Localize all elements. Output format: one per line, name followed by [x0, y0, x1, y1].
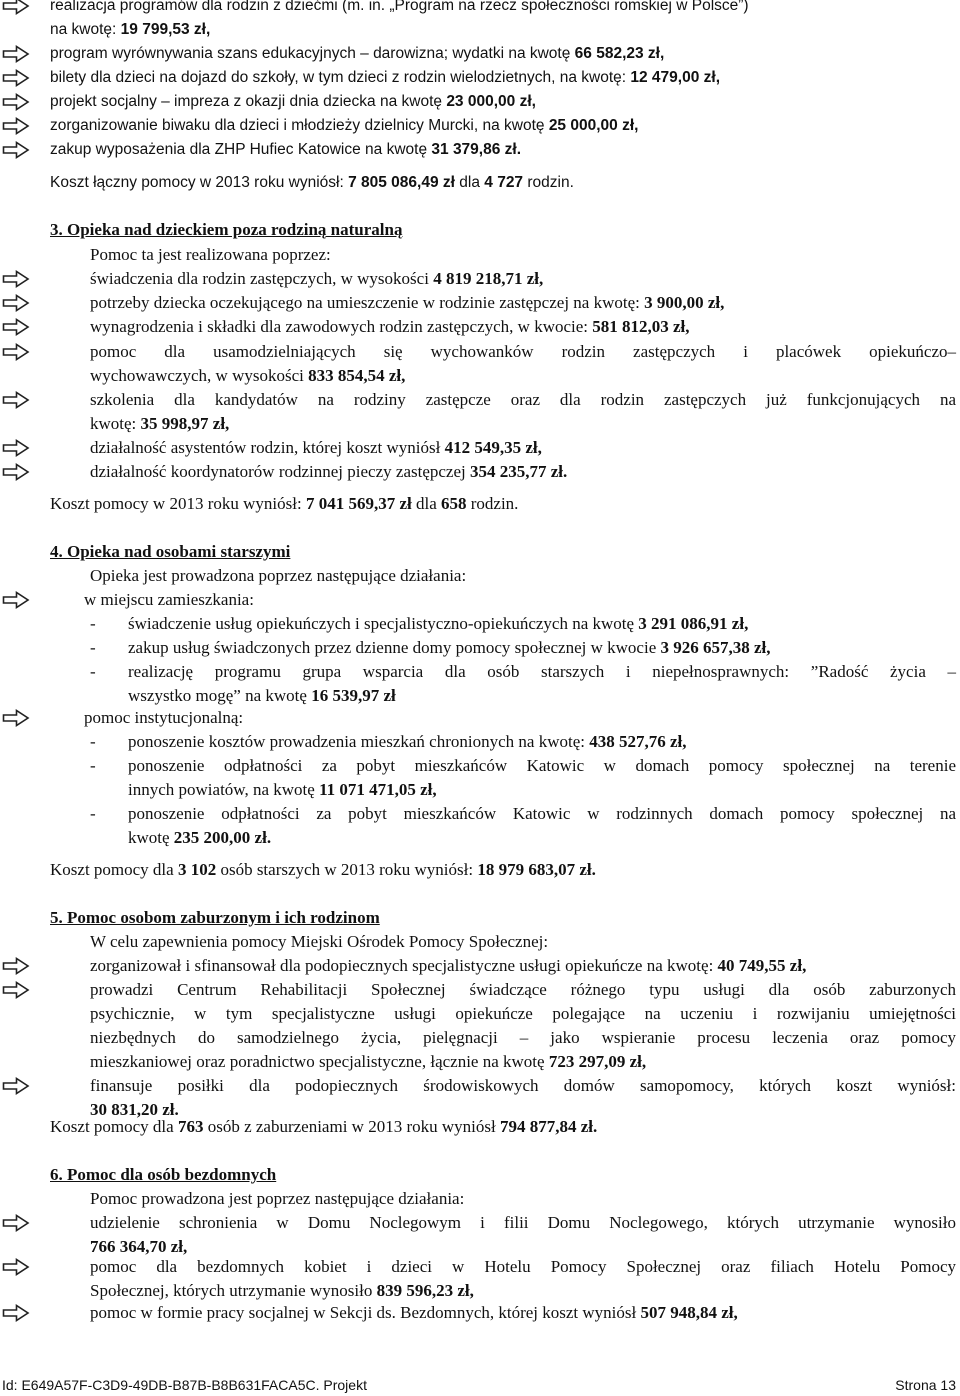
arrow-icon	[1, 588, 33, 612]
arrow-icon	[1, 954, 33, 978]
section-heading: 6. Pomoc dla osób bezdomnych	[50, 1165, 277, 1184]
arrow-icon	[1, 436, 33, 460]
list-item: prowadzi Centrum Rehabilitacji Społecznej świadczące różnego typu usługi dla osób zaburzonych psychicznie, w tym specjalistyczne usługi opiekuńcze polegające na uczeniu i rozwijaniu umiejętności niezbędnych do samodzielnego życia, pielęgnacji – jako wspieranie procesu leczenia oraz pomocy mieszkaniowej oraz poradnictwo specjalistyczne, łącznie na kwotę 723 297,09 zł,	[0, 978, 960, 1074]
arrow-icon	[1, 315, 33, 339]
arrow-icon	[1, 291, 33, 315]
arrow-icon	[1, 340, 33, 364]
section-heading: 3. Opieka nad dzieckiem poza rodziną naturalną	[50, 220, 403, 239]
section-heading: 5. Pomoc osobom zaburzonym i ich rodzinom	[50, 908, 380, 927]
arrow-icon	[1, 1301, 33, 1325]
arrow-icon	[1, 66, 33, 90]
section-intro: Pomoc prowadzona jest poprzez następujące działania:	[90, 1189, 465, 1208]
list-item: szkolenia dla kandydatów na rodziny zastępcze oraz dla rodzin zastępczych już funkcjonujących na kwotę: 35 998,97 zł,	[0, 388, 960, 436]
arrow-icon	[1, 1211, 33, 1235]
list-item: pomoc dla usamodzielniających się wychowanków rodzin zastępczych i placówek opiekuńczo– wychowawczych, w wysokości 833 854,54 zł,	[0, 340, 960, 388]
list-item: - realizację programu grupa wsparcia dla osób starszych i niepełnosprawnych: ”Radość życia – wszystko mogę” na kwotę 16 539,97 zł	[90, 662, 956, 705]
arrow-icon	[1, 706, 33, 730]
arrow-icon	[1, 388, 33, 412]
arrow-icon	[1, 138, 33, 162]
section-heading: 4. Opieka nad osobami starszymi	[50, 542, 291, 561]
list-item: realizacja programów dla rodzin z dziećmi (m. in. „Program na rzecz społeczności romskiej w Polsce”) na kwotę: 19 799,53 zł,	[0, 0, 960, 42]
list-item: - ponoszenie odpłatności za pobyt mieszkańców Katowic w domach pomocy społecznej na terenie innych powiatów, na kwotę 11 071 471,05 zł,	[90, 756, 956, 799]
section-intro: W celu zapewnienia pomocy Miejski Ośrodek Pomocy Społecznej:	[90, 932, 549, 951]
list-item: pomoc dla bezdomnych kobiet i dzieci w Hotelu Pomocy Społecznej oraz filiach Hotelu Pomocy Społecznej, których utrzymanie wynosiło 839 596,23 zł,	[0, 1255, 960, 1303]
page-number: Strona 13	[895, 1377, 956, 1393]
arrow-icon	[1, 42, 33, 66]
document-page: realizacja programów dla rodzin z dziećmi (m. in. „Program na rzecz społeczności romskiej w Polsce”) na kwotę: 19 799,53 zł, program wyrównywania szans edukacyjnych – darowizna; wydatki na kwotę 66 582,23 zł, bilety dla dzieci na dojazd do szkoły, w tym dzieci z rodzin wielodzietnych, na kwotę: 12 479,00 zł, projekt socjalny – impreza z okazji dnia dziecka na kwotę 23 000,00 zł, zorganizowanie biwaku dla dzieci i młodzieży dzielnicy Murcki, na kwotę 25 000,00 zł, zakup wyposażenia dla ZHP Hufiec Katowice na kwotę 31 379,86 zł. Koszt łączny pomocy w 2013 roku wyniósł: 7 805 086,49 zł dla 4 727 rodzin. 3. Opieka nad dzieckiem poza rodziną naturalną Pomoc ta jest realizowana poprzez: świadczenia dla rodzin zastępczych, w wysokości 4 819 218,71 zł, potrzeby dziecka oczekującego na umieszczenie w rodzinie zastępczej na kwotę: 3 900,00 zł, wynagrodzenia i składki dla zawodowych rodzin zastępczych, w kwocie: 581 812,03 zł, pomoc dla usamodzielniających się wychowanków rodzin zastępczych i placówek opiekuńczo– wychowawczych, w wysokości 833 854,54 zł, szkolenia dla kandydatów na rodziny zastępcze oraz dla rodzin zastępczych już funkcjonujących na kwotę: 35 998,97 zł, działalność asystentów rodzin, której koszt wyniósł 412 549,35 zł, działalność koordynatorów rodzinnej pieczy zastępczej 354 235,77 zł. Koszt pomocy w 2013 roku wyniósł: 7 041 569,37 zł dla 658 rodzin. 4. Opieka nad osobami starszymi Opieka jest prowadzona poprzez następujące działania: w miejscu zamieszkania: - świadczenie usług opiekuńczych i specjalistyczno-opiekuńczych na kwotę 3 291 086,91 zł, - zakup usług świadczonych przez dzienne domy pomocy społecznej w kwocie 3 926 657,38 zł, - realizację programu grupa wsparcia dla osób starszych i niepełnosprawnych: ”Radość życia – wszystko mogę” na kwotę 16 539,97 zł pomoc instytucjonalną: - ponoszenie kosztów prowadzenia mieszkań chronionych na kwotę: 438 527,76 zł, - ponoszenie odpłatności za pobyt mieszkańców Katowic w domach pomocy społecznej na terenie innych powiatów, na kwotę 11 071 471,05 zł, - ponoszenie odpłatności za pobyt mieszkańców Katowic w rodzinnych domach pomocy społecznej na kwotę 235 200,00 zł. Koszt pomocy dla 3 102 osób starszych w 2013 roku wyniósł: 18 979 683,07 zł. 5. Pomoc osobom zaburzonym i ich rodzinom W celu zapewnienia pomocy Miejski Ośrodek Pomocy Społecznej: zorganizował i sfinansował dla podopiecznych specjalistyczne usługi opiekuńcze na kwotę: 40 749,55 zł, prowadzi Centrum Rehabilitacji Społecznej świadczące różnego typu usługi dla osób zaburzonych psychicznie, w tym specjalistyczne usługi opiekuńcze polegające na uczeniu i rozwijaniu umiejętności niezbędnych do samodzielnego życia, pielęgnacji – jako wspieranie procesu leczenia oraz pomocy mieszkaniowej oraz poradnictwo specjalistyczne, łącznie na kwotę 723 297,09 zł, finansuje posiłki dla podopiecznych środowiskowych domów samopomocy, których koszt wyniósł: 30 831,20 zł. Koszt pomocy dla 763 osób z zaburzeniami w 2013 roku wyniósł 794 877,84 zł. 6. Pomoc dla osób bezdomnych Pomoc prowadzona jest poprzez następujące działania: udzielenie schronienia w Domu Noclegowym i filii Domu Noclegowego, których utrzymanie wynosiło 766 364,70 zł, pomoc dla bezdomnych kobiet i dzieci w Hotelu Pomocy Społecznej oraz filiach Hotelu Pomocy Społecznej, których utrzymanie wynosiło 839 596,23 zł, pomoc w formie pracy socjalnej w Sekcji ds. Bezdomnych, której koszt wyniósł 507 948,84 zł, Id: E649A57F-C3D9-49DB-B87B-B8B631FACA5C. Projekt Strona 13	[0, 0, 960, 1396]
list-item: - ponoszenie odpłatności za pobyt mieszkańców Katowic w rodzinnych domach pomocy społecznej na kwotę 235 200,00 zł.	[90, 804, 956, 847]
arrow-icon	[1, 114, 33, 138]
section-intro: Opieka jest prowadzona poprzez następujące działania:	[90, 566, 467, 585]
list-item: udzielenie schronienia w Domu Noclegowym i filii Domu Noclegowego, których utrzymanie wynosiło 766 364,70 zł,	[0, 1211, 960, 1259]
document-id: Id: E649A57F-C3D9-49DB-B87B-B8B631FACA5C. Projekt	[2, 1377, 367, 1393]
summary-line: Koszt pomocy dla 3 102 osób starszych w 2013 roku wyniósł: 18 979 683,07 zł.	[50, 860, 596, 879]
list-item: finansuje posiłki dla podopiecznych środowiskowych domów samopomocy, których koszt wyniósł: 30 831,20 zł.	[0, 1074, 960, 1122]
arrow-icon	[1, 460, 33, 484]
summary-line: Koszt łączny pomocy w 2013 roku wyniósł: 7 805 086,49 zł dla 4 727 rodzin.	[50, 174, 574, 191]
arrow-icon	[1, 267, 33, 291]
arrow-icon	[1, 0, 33, 18]
arrow-icon	[1, 1074, 33, 1098]
summary-line: Koszt pomocy w 2013 roku wyniósł: 7 041 569,37 zł dla 658 rodzin.	[50, 494, 519, 513]
arrow-icon	[1, 978, 33, 1002]
section-intro: Pomoc ta jest realizowana poprzez:	[90, 245, 331, 264]
summary-line: Koszt pomocy dla 763 osób z zaburzeniami w 2013 roku wyniósł 794 877,84 zł.	[50, 1117, 598, 1136]
arrow-icon	[1, 90, 33, 114]
arrow-icon	[1, 1255, 33, 1279]
